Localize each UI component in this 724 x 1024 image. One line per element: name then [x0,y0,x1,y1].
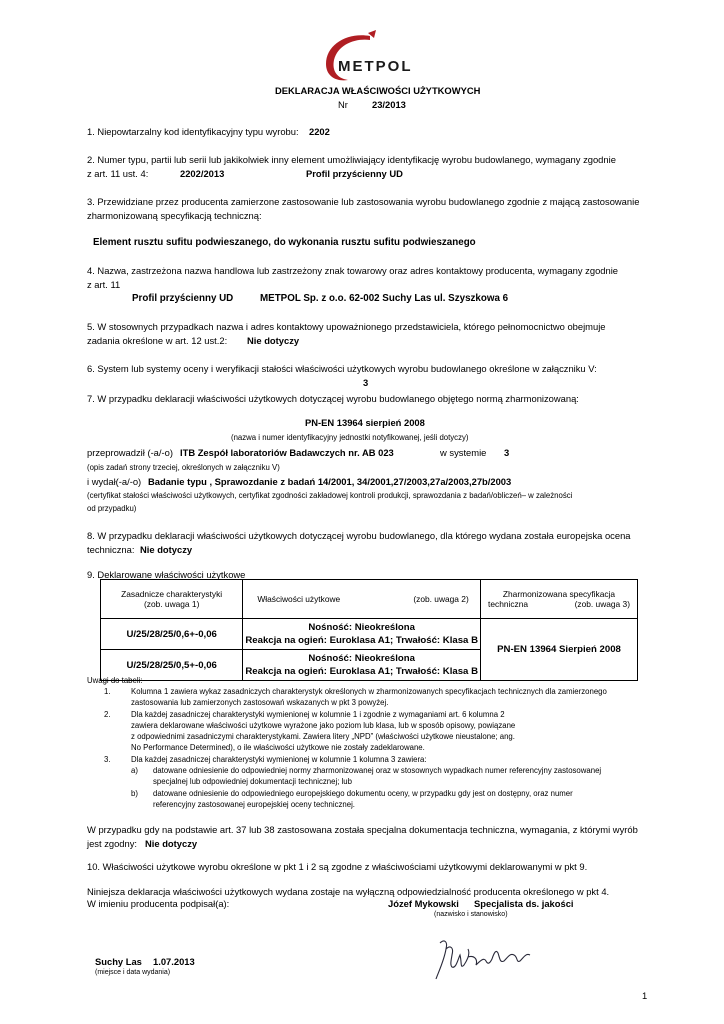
performance-cell: Nośność: Nieokreślona Reakcja na ogień: Euroklasa A1; Trwałość: Klasa B [243,650,481,681]
final-line2: W imieniu producenta podpisał(a): [87,898,230,909]
issue-date: 1.07.2013 [153,956,195,967]
performance-cell: Nośność: Nieokreślona Reakcja na ogień: Euroklasa A1; Trwałość: Klasa B [243,619,481,650]
carried-out-label: przeprowadził (-a/-o) [87,447,173,458]
intended-use: Element rusztu sufitu podwieszanego, do wykonania rusztu sufitu podwieszanego [93,237,476,248]
note-1-line1: Kolumna 1 zawiera wykaz zasadniczych charakterystyk określonych w zharmonizowanych specyfikacjach technicznych dla zamierzonego [131,687,607,696]
section-5-line2: zadania określone w art. 12 ust.2: [87,335,228,346]
page-number: 1 [642,990,648,1001]
section-7-line1: 7. W przypadku deklaracji właściwości użytkowych dotyczącej wyrobu budowlanego objętego normą zharmonizowaną: [87,393,579,404]
harmonised-norm: PN-EN 13964 sierpień 2008 [305,417,425,428]
art37-value: Nie dotyczy [145,838,198,849]
note-2-line2: zawiera deklarowane właściwości użytkowe wyrażone jako poziom lub klasa, lub w sposób opisowy, powiązane [131,721,516,730]
issued-label: i wydał(-a/-o) [87,476,142,487]
product-code: 2202 [309,126,330,137]
note-3a-line2: specjalnej lub odpowiedniej dokumentacji technicznej; lub [153,777,352,786]
characteristic-cell: U/25/28/25/0,6+-0,06 [101,619,243,650]
header-performance: Właściwości użytkowe (zob. uwaga 2) [243,580,481,619]
signer-position: Specjalista ds. jakości [474,898,574,909]
note-2-line3: z odpowiednimi zasadniczymi charakterystykami. Zawiera litery „NPD” (właściwości użytkowe nieustalone; ang. [131,732,515,741]
note-3b-line1: datowane odniesienie do odpowiedniego europejskiego dokumentu oceny, w przypadku gdy jest on dostępny, oraz numer [153,789,573,798]
section-8-line2: techniczna: [87,544,135,555]
section-3-line1: 3. Przewidziane przez producenta zamierzone zastosowanie lub zastosowania wyrobu budowlanego zgodnie z mającą zastosowanie [87,196,640,207]
section-8-line1: 8. W przypadku deklaracji właściwości użytkowych dotyczącej wyrobu budowlanego, dla którego wydana została europejska ocena [87,530,631,541]
note-3a-line1: datowane odniesienie do odpowiedniej normy zharmonizowanej oraz w stosownych wypadkach numer referencyjny zastosowanej [153,766,602,775]
section-2-line1: 2. Numer typu, partii lub serii lub jakikolwiek inny element umożliwiający identyfikację wyrobu budowlanego, wymagany zgodnie [87,154,616,165]
nr-label: Nr [338,99,348,110]
type-name: Profil przyścienny UD [306,168,403,179]
manufacturer-address: METPOL Sp. z o.o. 62-002 Suchy Las ul. Szyszkowa 6 [260,293,509,304]
avcp-system: 3 [363,377,369,388]
section-5-line1: 5. W stosownych przypadkach nazwa i adres kontaktowy upoważnionego przedstawiciela, którego pełnomocnictwo obejmuje [87,321,606,332]
signer-note: (nazwisko i stanowisko) [434,911,508,918]
performance-table [100,579,638,681]
signer-name: Józef Mykowski [388,898,459,909]
logo-text: METPOL [338,58,413,75]
characteristic-cell: U/25/28/25/0,5+-0,06 [101,650,243,681]
system-value: 3 [504,447,510,458]
document-title: DEKLARACJA WŁAŚCIWOŚCI UŻYTKOWYCH [275,85,481,96]
notified-body: ITB Zespół laboratoriów Badawczych nr. AB 023 [180,447,394,458]
section-2-line2: z art. 11 ust. 4: [87,168,149,179]
issued-documents: Badanie typu , Sprawozdanie z badań 14/2001, 34/2001,27/2003,27a/2003,27b/2003 [148,476,512,487]
certificate-note-line1: (certyfikat stałości właściwości użytkowych, certyfikat zgodności zakładowej kontroli produkcji, sprawozdania z badań/obliczeń– w zależności [87,491,573,500]
notes-title: Uwagi do tabeli: [87,676,143,685]
notified-body-note: (nazwa i numer identyfikacyjny jednostki notyfikowanej, jeśli dotyczy) [231,433,469,442]
note-1-line2: zastosowania lub zamierzonych zastosowań wskazanych w pkt 3 powyżej. [131,698,389,707]
table-header-row [101,580,638,619]
trade-name: Profil przyścienny UD [132,293,234,304]
note-3a-label: a) [131,766,138,775]
note-2-line1: Dla każdej zasadniczej charakterystyki wymienionej w kolumnie 1 i zgodnie z wymaganiami art. 6 kolumna 2 [131,710,505,719]
section-1-text: 1. Niepowtarzalny kod identyfikacyjny typu wyrobu: [87,126,299,137]
note-2-line4: No Performance Determined), o ile właściwości użytkowe nie zostały zadeklarowane. [131,743,425,752]
handwritten-signature [430,935,540,985]
note-3b-label: b) [131,789,138,798]
eta-value: Nie dotyczy [140,544,193,555]
final-line1: Niniejsza deklaracja właściwości użytkowych wydana zostaje na wyłączną odpowiedzialność producenta określonego w pkt 4. [87,886,610,897]
certificate-note-line2: od przypadku) [87,504,137,513]
note-3-line1: Dla każdej zasadniczej charakterystyki wymienionej w kolumnie 1 kolumna 3 zawiera: [131,755,427,764]
section-4-line1: 4. Nazwa, zastrzeżona nazwa handlowa lub zastrzeżony znak towarowy oraz adres kontaktowy producenta, wymagany zgodnie [87,265,619,276]
note-3b-line2: referencyjny zastosowanej europejskiej oceny technicznej. [153,800,355,809]
note-3-number: 3. [104,755,111,764]
note-1-number: 1. [104,687,111,696]
representative-value: Nie dotyczy [247,335,300,346]
system-label: w systemie [440,447,487,458]
place-date-note: (miejsce i data wydania) [95,969,171,976]
tasks-note: (opis zadań strony trzeciej, określonych w załączniku V) [87,463,280,472]
section-6-line1: 6. System lub systemy oceny i weryfikacji stałości właściwości użytkowych wyrobu budowlanego określone w załączniku V: [87,363,597,374]
section-9-heading: 9. Deklarowane właściwości użytkowe [87,569,246,580]
art37-line2: jest zgodny: [87,838,138,849]
art37-line1: W przypadku gdy na podstawie art. 37 lub 38 zastosowana została specjalna dokumentacja techniczna, wymagania, z którymi wyrób [87,824,638,835]
table-row [101,619,638,650]
note-2-number: 2. [104,710,111,719]
header-harmonised-spec: Zharmonizowana specyfikacja techniczna (zob. uwaga 3) [481,580,638,619]
type-number: 2202/2013 [180,168,225,179]
spec-cell: PN-EN 13964 Sierpień 2008 [481,619,638,681]
place-name: Suchy Las [95,956,142,967]
section-3-line2: zharmonizowaną specyfikacją techniczną: [87,210,262,221]
section-10: 10. Właściwości użytkowe wyrobu określone w pkt 1 i 2 są zgodne z właściwościami użytkowymi deklarowanymi w pkt 9. [87,861,588,872]
nr-value: 23/2013 [372,99,406,110]
section-4-line2: z art. 11 [87,279,121,290]
header-essential-characteristics: Zasadnicze charakterystyki (zob. uwaga 1) [101,580,243,619]
